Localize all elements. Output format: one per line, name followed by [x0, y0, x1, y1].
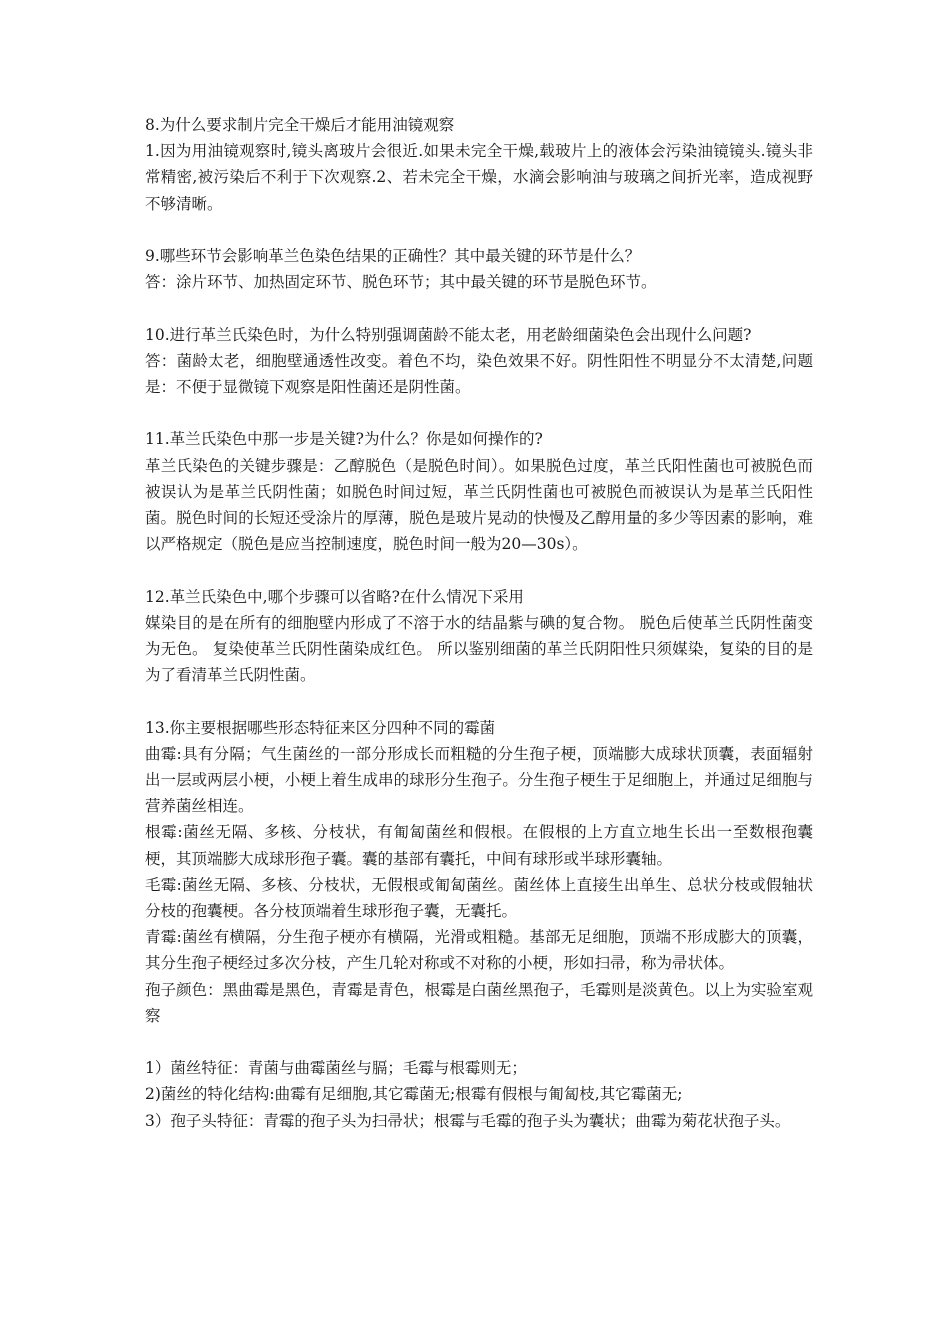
answer-13-penicillium: 青霉:菌丝有横隔，分生孢子梗亦有横隔，光滑或粗糙。基部无足细胞，顶端不形成膨大的顶囊，其分生孢子梗经过多次分枝，产生几轮对称或不对称的小梗，形如扫帚，称为帚状体。: [145, 928, 813, 973]
qa-section-9: [145, 243, 813, 295]
qa-section-12: [145, 584, 813, 689]
summary-item-3: 3）孢子头特征：青霉的孢子头为扫帚状；根霉与毛霉的孢子头为囊状；曲霉为菊花状孢子头。: [145, 1111, 791, 1130]
qa-section-13: [145, 715, 813, 1029]
qa-section-11: [145, 426, 813, 557]
question-8: 8.为什么要求制片完全干燥后才能用油镜观察: [145, 116, 455, 134]
answer-10: 答：菌龄太老，细胞壁通透性改变。着色不均，染色效果不好。阴性阳性不明显分不太清楚,问题是：不便于显微镜下观察是阳性菌还是阴性菌。: [145, 351, 813, 396]
answer-12: 媒染目的是在所有的细胞壁内形成了不溶于水的结晶紫与碘的复合物。 脱色后使革兰氏阴性菌变为无色。 复染使革兰氏阴性菌染成红色。 所以鉴别细菌的革兰氏阴阳性只须媒染，复染的目的是为了看清革兰氏阴性菌。: [145, 613, 813, 685]
question-13: 13.你主要根据哪些形态特征来区分四种不同的霉菌: [145, 718, 496, 737]
summary-item-2: 2)菌丝的特化结构:曲霉有足细胞,其它霉菌无;根霉有假根与匍匐枝,其它霉菌无;: [145, 1085, 683, 1104]
summary-item-1: 1）菌丝特征：青菌与曲霉菌丝与膈；毛霉与根霉则无；: [145, 1059, 527, 1078]
answer-11: 革兰氏染色的关键步骤是：乙醇脱色（是脱色时间）。如果脱色过度，革兰氏阳性菌也可被脱色而被误认为是革兰氏阴性菌；如脱色时间过短，革兰氏阴性菌也可被脱色而被误认为是革兰氏阳性菌。脱色时间的长短还受涂片的厚薄，脱色是玻片晃动的快慢及乙醇用量的多少等因素的影响，难以严格规定（脱色是应当控制速度，脱色时间一般为20—30s）。: [145, 456, 813, 554]
answer-13-spore-color: 孢子颜色：黑曲霉是黑色，青霉是青色，根霉是白菌丝黑孢子，毛霉则是淡黄色。以上为实验室观察: [145, 980, 813, 1025]
question-11: 11.革兰氏染色中那一步是关键?为什么？你是如何操作的?: [145, 430, 543, 449]
question-10: 10.进行革兰氏染色时，为什么特别强调菌龄不能太老，用老龄细菌染色会出现什么问题?: [145, 325, 752, 344]
summary-list: [145, 1055, 813, 1134]
answer-13-mucor: 毛霉:菌丝无隔、多核、分枝状，无假根或匍匐菌丝。菌丝体上直接生出单生、总状分枝或假轴状分枝的孢囊梗。各分枝顶端着生球形孢子囊，无囊托。: [145, 875, 813, 921]
answer-13-aspergillus: 曲霉:具有分隔；气生菌丝的一部分形成长而粗糙的分生孢子梗，顶端膨大成球状顶囊，表面辐射出一层或两层小梗，小梗上着生成串的球形分生孢子。分生孢子梗生于足细胞上，并通过足细胞与营养菌丝相连。: [145, 744, 813, 816]
answer-13-rhizopus: 根霉:菌丝无隔、多核、分枝状，有匍匐菌丝和假根。在假根的上方直立地生长出一至数根孢囊梗，其顶端膨大成球形孢子囊。囊的基部有囊托，中间有球形或半球形囊轴。: [145, 823, 813, 868]
answer-8: 1.因为用油镜观察时,镜头离玻片会很近.如果未完全干燥,载玻片上的液体会污染油镜镜头.镜头非常精密,被污染后不利于下次观察.2、若未完全干燥，水滴会影响油与玻璃之间折光率，造成视野不够清晰。: [145, 142, 813, 213]
qa-section-10: [145, 322, 813, 401]
question-9: 9.哪些环节会影响革兰色染色结果的正确性？其中最关键的环节是什么？: [145, 247, 641, 265]
question-12: 12.革兰氏染色中,哪个步骤可以省略?在什么情况下采用: [145, 587, 524, 606]
qa-section-8: [145, 112, 813, 217]
answer-9: 答：涂片环节、加热固定环节、脱色环节；其中最关键的环节是脱色环节。: [145, 273, 657, 292]
document-page: [145, 112, 813, 1160]
